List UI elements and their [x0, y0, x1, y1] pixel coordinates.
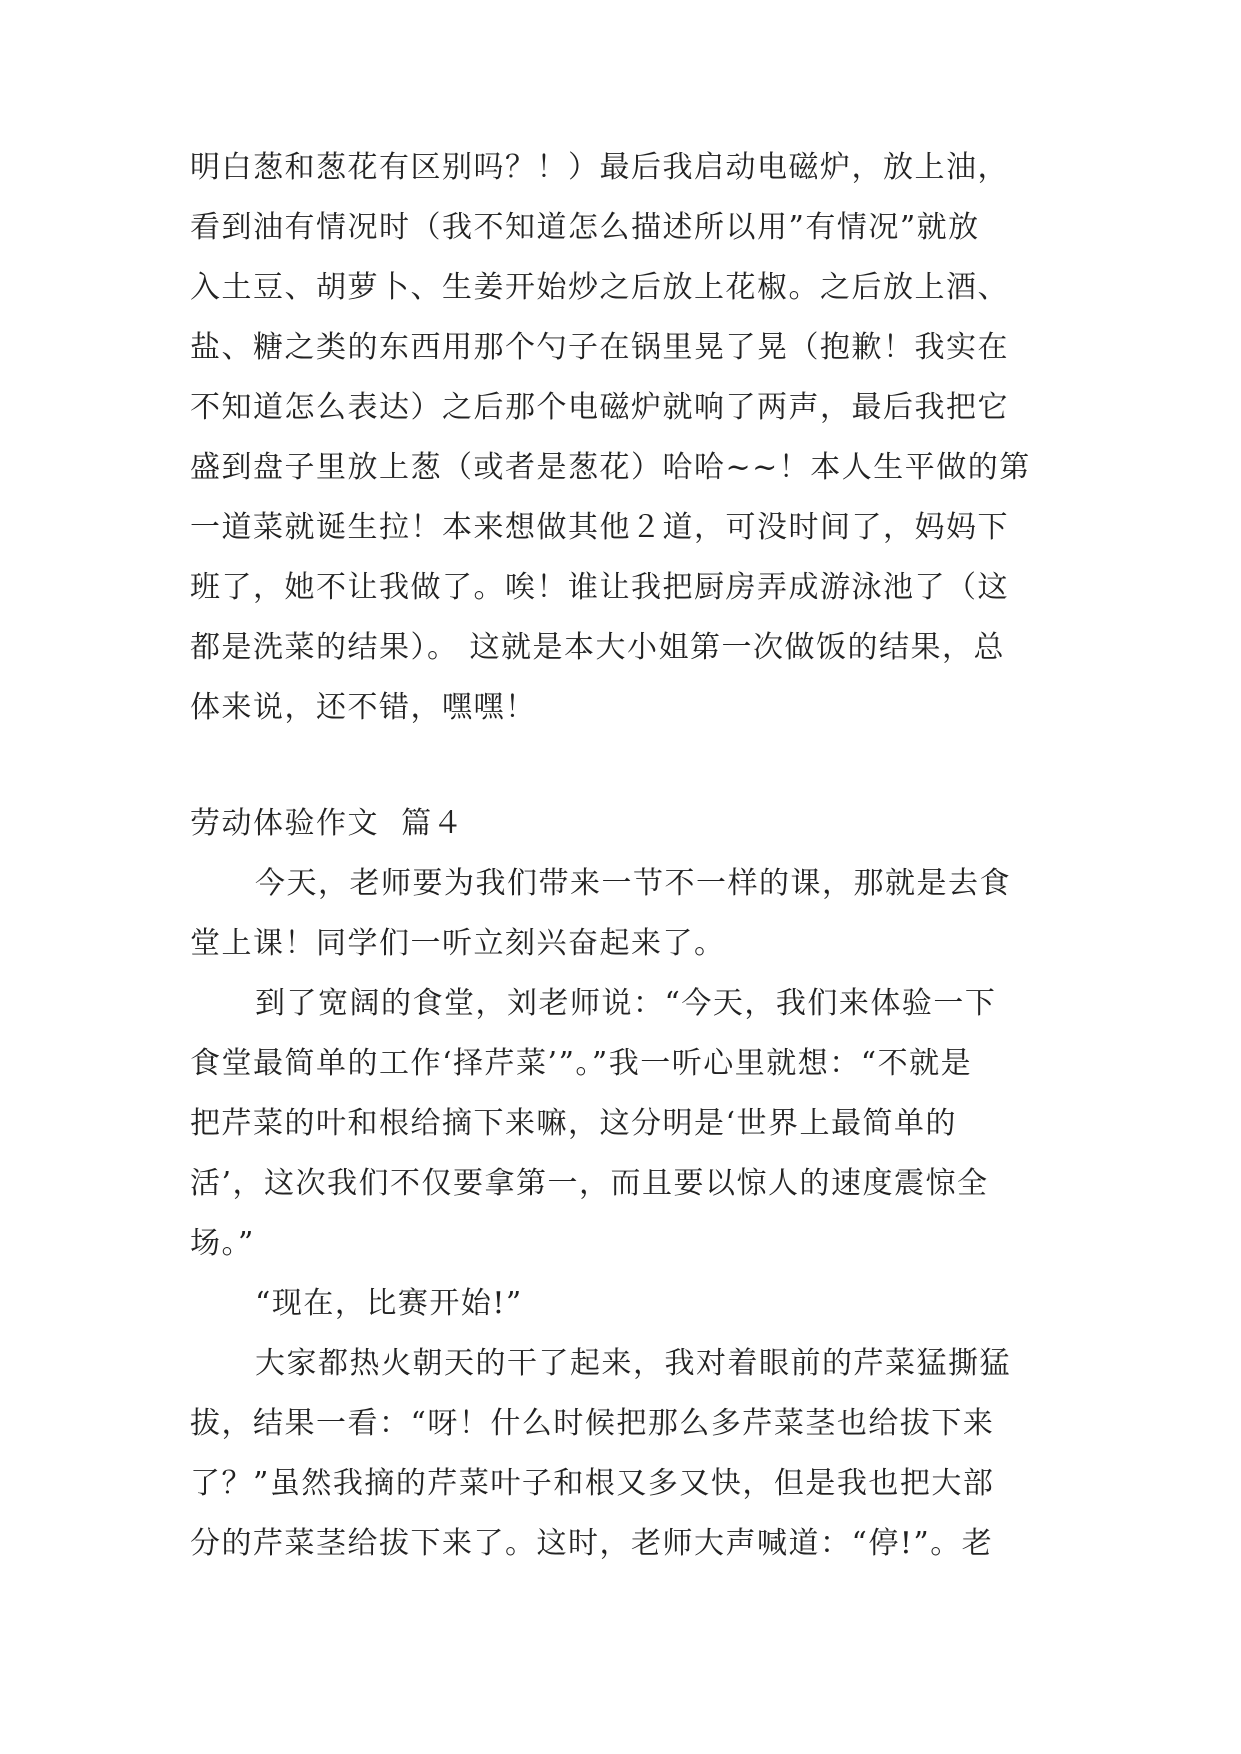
- text-line: 看到油有情况时（我不知道怎么描述所以用”有情况”就放: [190, 210, 980, 245]
- paragraph-start-line: 大家都热火朝天的干了起来，我对着眼前的芹菜猛撕猛: [255, 1346, 1011, 1381]
- section-title: 劳动体验作文 篇４: [190, 806, 465, 841]
- text-line: 不知道怎么表达）之后那个电磁炉就响了两声，最后我把它: [190, 390, 1009, 425]
- text-line: 场。”: [190, 1226, 255, 1261]
- text-line: 明白葱和葱花有区别吗？！）最后我启动电磁炉，放上油，: [190, 150, 1009, 185]
- paragraph-start-line: 今天，老师要为我们带来一节不一样的课，那就是去食: [255, 866, 1011, 901]
- text-line: 把芹菜的叶和根给摘下来嘛，这分明是‘世界上最简单的: [190, 1106, 958, 1141]
- text-line: 拔，结果一看：“呀！什么时候把那么多芹菜茎也给拔下来: [190, 1406, 995, 1441]
- text-line: 分的芹菜茎给拔下来了。这时，老师大声喊道：“停!”。老: [190, 1526, 994, 1561]
- text-line: 了？”虽然我摘的芹菜叶子和根又多又快，但是我也把大部: [190, 1466, 995, 1501]
- text-line: 入土豆、胡萝卜、生姜开始炒之后放上花椒。之后放上酒、: [190, 270, 1009, 305]
- paragraph-start-line: 到了宽阔的食堂，刘老师说：“今天，我们来体验一下: [255, 986, 997, 1021]
- text-line: 盐、糖之类的东西用那个勺子在锅里晃了晃（抱歉！我实在: [190, 330, 1009, 365]
- text-line: 体来说，还不错，嘿嘿！: [190, 690, 537, 725]
- paragraph-start-line: “现在，比赛开始!”: [255, 1286, 523, 1321]
- text-line: 活’，这次我们不仅要拿第一，而且要以惊人的速度震惊全: [190, 1166, 989, 1201]
- text-line: 一道菜就诞生拉！本来想做其他２道，可没时间了，妈妈下: [190, 510, 1009, 545]
- text-line: 盛到盘子里放上葱（或者是葱花）哈哈~~！本人生平做的第: [190, 450, 1031, 485]
- text-line: 班了，她不让我做了。唉！谁让我把厨房弄成游泳池了（这: [190, 570, 1009, 605]
- text-line: 堂上课！同学们一听立刻兴奋起来了。: [190, 926, 726, 961]
- text-line: 食堂最简单的工作‘择芹菜’”。”我一听心里就想：“不就是: [190, 1046, 973, 1081]
- text-line: 都是洗菜的结果）。 这就是本大小姐第一次做饭的结果，总: [190, 630, 1006, 665]
